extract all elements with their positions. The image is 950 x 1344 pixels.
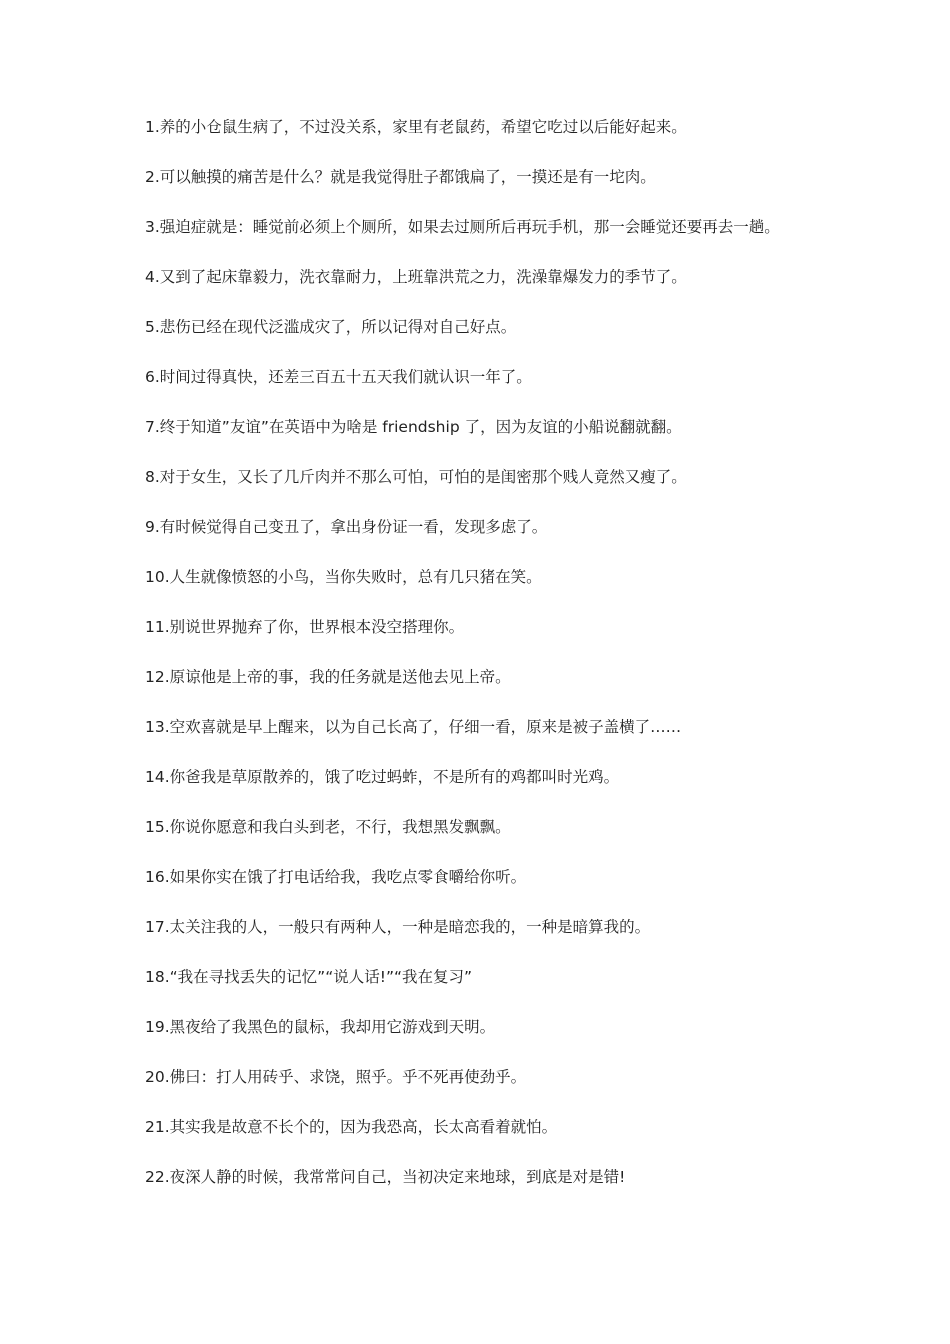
list-item: 16.如果你实在饿了打电话给我，我吃点零食嚼给你听。 — [145, 868, 527, 886]
list-item: 17.太关注我的人，一般只有两种人，一种是暗恋我的，一种是暗算我的。 — [145, 918, 651, 936]
list-item: 6.时间过得真快，还差三百五十五天我们就认识一年了。 — [145, 368, 532, 386]
list-item: 1.养的小仓鼠生病了，不过没关系，家里有老鼠药，希望它吃过以后能好起来。 — [145, 118, 687, 136]
list-item: 22.夜深人静的时候，我常常问自己，当初决定来地球，到底是对是错! — [145, 1168, 626, 1186]
list-item: 2.可以触摸的痛苦是什么？就是我觉得肚子都饿扁了，一摸还是有一坨肉。 — [145, 168, 656, 186]
list-item: 7.终于知道”友谊”在英语中为啥是 friendship 了，因为友谊的小船说翻就翻。 — [145, 418, 682, 436]
list-item: 8.对于女生，又长了几斤肉并不那么可怕，可怕的是闺密那个贱人竟然又瘦了。 — [145, 468, 687, 486]
list-item: 9.有时候觉得自己变丑了，拿出身份证一看，发现多虑了。 — [145, 518, 548, 536]
list-item: 21.其实我是故意不长个的，因为我恐高，长太高看着就怕。 — [145, 1118, 558, 1136]
list-item: 19.黑夜给了我黑色的鼠标，我却用它游戏到天明。 — [145, 1018, 496, 1036]
list-item: 14.你爸我是草原散养的，饿了吃过蚂蚱，不是所有的鸡都叫时光鸡。 — [145, 768, 620, 786]
list-item: 11.别说世界抛弃了你，世界根本没空搭理你。 — [145, 618, 465, 636]
list-item: 20.佛曰：打人用砖乎、求饶，照乎。乎不死再使劲乎。 — [145, 1068, 527, 1086]
list-item: 4.又到了起床靠毅力，洗衣靠耐力，上班靠洪荒之力，洗澡靠爆发力的季节了。 — [145, 268, 687, 286]
list-item: 5.悲伤已经在现代泛滥成灾了，所以记得对自己好点。 — [145, 318, 517, 336]
list-item: 13.空欢喜就是早上醒来，以为自己长高了，仔细一看，原来是被子盖横了…… — [145, 718, 682, 736]
joke-list — [145, 115, 805, 1215]
list-item: 10.人生就像愤怒的小鸟，当你失败时，总有几只猪在笑。 — [145, 568, 542, 586]
list-item: 18.“我在寻找丢失的记忆”“说人话!”“我在复习” — [145, 968, 473, 986]
list-item: 15.你说你愿意和我白头到老，不行，我想黑发飘飘。 — [145, 818, 511, 836]
list-item: 12.原谅他是上帝的事，我的任务就是送他去见上帝。 — [145, 668, 511, 686]
list-item: 3.强迫症就是：睡觉前必须上个厕所，如果去过厕所后再玩手机，那一会睡觉还要再去一趟。 — [145, 218, 780, 236]
